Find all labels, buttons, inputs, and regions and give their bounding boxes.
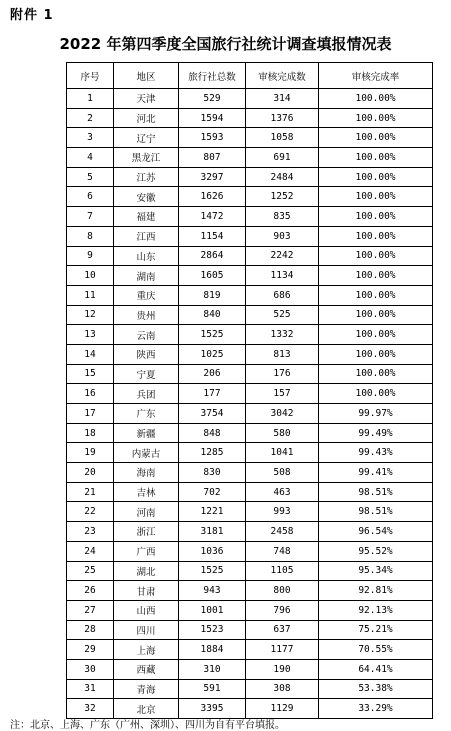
row-total-agencies: 1594 — [179, 108, 246, 128]
table-row — [67, 246, 433, 266]
row-total-agencies: 1525 — [179, 561, 246, 581]
table-row — [67, 404, 433, 424]
row-index: 9 — [67, 246, 114, 266]
table-row — [67, 679, 433, 699]
row-reviewed-count: 813 — [246, 344, 319, 364]
row-review-rate: 53.38% — [319, 679, 433, 699]
row-review-rate: 95.34% — [319, 561, 433, 581]
row-index: 14 — [67, 344, 114, 364]
row-index: 7 — [67, 207, 114, 227]
row-total-agencies: 3754 — [179, 404, 246, 424]
row-reviewed-count: 1134 — [246, 266, 319, 286]
row-region: 江西 — [114, 226, 179, 246]
table-row — [67, 659, 433, 679]
table-row — [67, 522, 433, 542]
header-review-rate: 审核完成率 — [319, 63, 433, 89]
row-region: 广东 — [114, 404, 179, 424]
row-index: 6 — [67, 187, 114, 207]
table-row — [67, 463, 433, 483]
row-index: 2 — [67, 108, 114, 128]
row-total-agencies: 1523 — [179, 620, 246, 640]
row-region: 北京 — [114, 699, 179, 719]
row-index: 10 — [67, 266, 114, 286]
row-review-rate: 100.00% — [319, 148, 433, 168]
table-row — [67, 128, 433, 148]
table-row — [67, 640, 433, 660]
table-row — [67, 620, 433, 640]
row-total-agencies: 1472 — [179, 207, 246, 227]
row-region: 天津 — [114, 89, 179, 109]
table-row — [67, 148, 433, 168]
row-region: 江苏 — [114, 167, 179, 187]
row-region: 安徽 — [114, 187, 179, 207]
row-review-rate: 100.00% — [319, 246, 433, 266]
row-index: 28 — [67, 620, 114, 640]
row-review-rate: 100.00% — [319, 305, 433, 325]
footnote: 注：北京、上海、广东（广州、深圳）、四川为自有平台填报。 — [10, 720, 285, 731]
row-index: 23 — [67, 522, 114, 542]
row-total-agencies: 702 — [179, 482, 246, 502]
row-region: 湖南 — [114, 266, 179, 286]
row-reviewed-count: 993 — [246, 502, 319, 522]
row-total-agencies: 310 — [179, 659, 246, 679]
row-total-agencies: 529 — [179, 89, 246, 109]
row-total-agencies: 1525 — [179, 325, 246, 345]
row-index: 20 — [67, 463, 114, 483]
row-total-agencies: 3181 — [179, 522, 246, 542]
table-row — [67, 443, 433, 463]
report-table — [66, 62, 433, 719]
table-row — [67, 541, 433, 561]
row-review-rate: 33.29% — [319, 699, 433, 719]
row-reviewed-count: 1177 — [246, 640, 319, 660]
row-region: 内蒙古 — [114, 443, 179, 463]
row-region: 浙江 — [114, 522, 179, 542]
table-row — [67, 207, 433, 227]
row-index: 25 — [67, 561, 114, 581]
row-region: 海南 — [114, 463, 179, 483]
row-review-rate: 100.00% — [319, 128, 433, 148]
row-index: 11 — [67, 285, 114, 305]
row-region: 宁夏 — [114, 364, 179, 384]
header-total-agencies: 旅行社总数 — [179, 63, 246, 89]
row-reviewed-count: 2242 — [246, 246, 319, 266]
header-reviewed-count: 审核完成数 — [246, 63, 319, 89]
row-total-agencies: 819 — [179, 285, 246, 305]
attachment-label: 附件 1 — [10, 8, 54, 23]
row-region: 福建 — [114, 207, 179, 227]
row-review-rate: 100.00% — [319, 384, 433, 404]
row-index: 19 — [67, 443, 114, 463]
row-index: 16 — [67, 384, 114, 404]
row-total-agencies: 591 — [179, 679, 246, 699]
row-review-rate: 92.81% — [319, 581, 433, 601]
row-review-rate: 96.54% — [319, 522, 433, 542]
row-region: 山东 — [114, 246, 179, 266]
row-index: 13 — [67, 325, 114, 345]
row-index: 29 — [67, 640, 114, 660]
row-total-agencies: 840 — [179, 305, 246, 325]
row-region: 青海 — [114, 679, 179, 699]
row-reviewed-count: 835 — [246, 207, 319, 227]
row-review-rate: 98.51% — [319, 482, 433, 502]
row-index: 8 — [67, 226, 114, 246]
row-region: 吉林 — [114, 482, 179, 502]
row-total-agencies: 1626 — [179, 187, 246, 207]
row-reviewed-count: 1041 — [246, 443, 319, 463]
table-row — [67, 108, 433, 128]
row-review-rate: 100.00% — [319, 344, 433, 364]
row-reviewed-count: 1332 — [246, 325, 319, 345]
row-reviewed-count: 686 — [246, 285, 319, 305]
row-index: 27 — [67, 600, 114, 620]
row-total-agencies: 943 — [179, 581, 246, 601]
row-reviewed-count: 176 — [246, 364, 319, 384]
table-row — [67, 305, 433, 325]
row-review-rate: 100.00% — [319, 108, 433, 128]
row-review-rate: 92.13% — [319, 600, 433, 620]
row-review-rate: 95.52% — [319, 541, 433, 561]
table-body — [67, 89, 433, 719]
table-row — [67, 325, 433, 345]
row-region: 上海 — [114, 640, 179, 660]
row-review-rate: 100.00% — [319, 266, 433, 286]
row-total-agencies: 2864 — [179, 246, 246, 266]
row-review-rate: 98.51% — [319, 502, 433, 522]
table-row — [67, 266, 433, 286]
row-region: 湖北 — [114, 561, 179, 581]
row-index: 22 — [67, 502, 114, 522]
row-region: 河南 — [114, 502, 179, 522]
table-row — [67, 89, 433, 109]
table-row — [67, 285, 433, 305]
row-index: 5 — [67, 167, 114, 187]
row-review-rate: 64.41% — [319, 659, 433, 679]
header-row — [67, 63, 433, 89]
row-review-rate: 100.00% — [319, 325, 433, 345]
row-total-agencies: 3395 — [179, 699, 246, 719]
row-region: 甘肃 — [114, 581, 179, 601]
row-index: 21 — [67, 482, 114, 502]
row-reviewed-count: 800 — [246, 581, 319, 601]
table-row — [67, 600, 433, 620]
row-total-agencies: 1884 — [179, 640, 246, 660]
table-row — [67, 226, 433, 246]
row-review-rate: 99.97% — [319, 404, 433, 424]
row-total-agencies: 1025 — [179, 344, 246, 364]
row-reviewed-count: 1058 — [246, 128, 319, 148]
row-region: 山西 — [114, 600, 179, 620]
row-region: 广西 — [114, 541, 179, 561]
row-reviewed-count: 2458 — [246, 522, 319, 542]
row-review-rate: 100.00% — [319, 207, 433, 227]
row-review-rate: 100.00% — [319, 89, 433, 109]
row-reviewed-count: 508 — [246, 463, 319, 483]
table-row — [67, 364, 433, 384]
header-region: 地区 — [114, 63, 179, 89]
header-index: 序号 — [67, 63, 114, 89]
row-region: 重庆 — [114, 285, 179, 305]
row-reviewed-count: 748 — [246, 541, 319, 561]
row-index: 24 — [67, 541, 114, 561]
row-reviewed-count: 3042 — [246, 404, 319, 424]
row-total-agencies: 1593 — [179, 128, 246, 148]
row-index: 4 — [67, 148, 114, 168]
row-reviewed-count: 1376 — [246, 108, 319, 128]
row-total-agencies: 206 — [179, 364, 246, 384]
row-reviewed-count: 796 — [246, 600, 319, 620]
row-reviewed-count: 2484 — [246, 167, 319, 187]
row-index: 32 — [67, 699, 114, 719]
table-row — [67, 423, 433, 443]
row-index: 3 — [67, 128, 114, 148]
table-row — [67, 384, 433, 404]
row-review-rate: 99.49% — [319, 423, 433, 443]
table-row — [67, 187, 433, 207]
row-total-agencies: 1605 — [179, 266, 246, 286]
row-reviewed-count: 691 — [246, 148, 319, 168]
row-reviewed-count: 463 — [246, 482, 319, 502]
table-row — [67, 502, 433, 522]
row-reviewed-count: 190 — [246, 659, 319, 679]
row-reviewed-count: 525 — [246, 305, 319, 325]
row-index: 18 — [67, 423, 114, 443]
row-total-agencies: 848 — [179, 423, 246, 443]
row-reviewed-count: 157 — [246, 384, 319, 404]
row-reviewed-count: 308 — [246, 679, 319, 699]
table-row — [67, 581, 433, 601]
row-index: 1 — [67, 89, 114, 109]
row-review-rate: 100.00% — [319, 167, 433, 187]
row-reviewed-count: 1252 — [246, 187, 319, 207]
row-reviewed-count: 314 — [246, 89, 319, 109]
row-region: 贵州 — [114, 305, 179, 325]
row-reviewed-count: 903 — [246, 226, 319, 246]
row-index: 26 — [67, 581, 114, 601]
row-index: 15 — [67, 364, 114, 384]
row-index: 12 — [67, 305, 114, 325]
row-review-rate: 99.41% — [319, 463, 433, 483]
row-review-rate: 70.55% — [319, 640, 433, 660]
row-total-agencies: 1001 — [179, 600, 246, 620]
row-review-rate: 100.00% — [319, 226, 433, 246]
row-total-agencies: 3297 — [179, 167, 246, 187]
row-review-rate: 100.00% — [319, 285, 433, 305]
row-review-rate: 99.43% — [319, 443, 433, 463]
document-title: 2022 年第四季度全国旅行社统计调查填报情况表 — [59, 35, 392, 53]
row-region: 辽宁 — [114, 128, 179, 148]
row-reviewed-count: 580 — [246, 423, 319, 443]
row-region: 四川 — [114, 620, 179, 640]
row-total-agencies: 1285 — [179, 443, 246, 463]
row-region: 兵团 — [114, 384, 179, 404]
row-index: 30 — [67, 659, 114, 679]
row-total-agencies: 1221 — [179, 502, 246, 522]
row-index: 17 — [67, 404, 114, 424]
row-review-rate: 100.00% — [319, 187, 433, 207]
row-total-agencies: 807 — [179, 148, 246, 168]
row-review-rate: 100.00% — [319, 364, 433, 384]
row-region: 新疆 — [114, 423, 179, 443]
row-reviewed-count: 637 — [246, 620, 319, 640]
row-review-rate: 75.21% — [319, 620, 433, 640]
row-region: 西藏 — [114, 659, 179, 679]
table-row — [67, 482, 433, 502]
row-reviewed-count: 1105 — [246, 561, 319, 581]
row-region: 云南 — [114, 325, 179, 345]
row-total-agencies: 1036 — [179, 541, 246, 561]
row-index: 31 — [67, 679, 114, 699]
table-row — [67, 344, 433, 364]
row-reviewed-count: 1129 — [246, 699, 319, 719]
row-total-agencies: 1154 — [179, 226, 246, 246]
table-row — [67, 167, 433, 187]
row-region: 陕西 — [114, 344, 179, 364]
row-region: 黑龙江 — [114, 148, 179, 168]
row-total-agencies: 830 — [179, 463, 246, 483]
table-row — [67, 561, 433, 581]
row-total-agencies: 177 — [179, 384, 246, 404]
row-region: 河北 — [114, 108, 179, 128]
